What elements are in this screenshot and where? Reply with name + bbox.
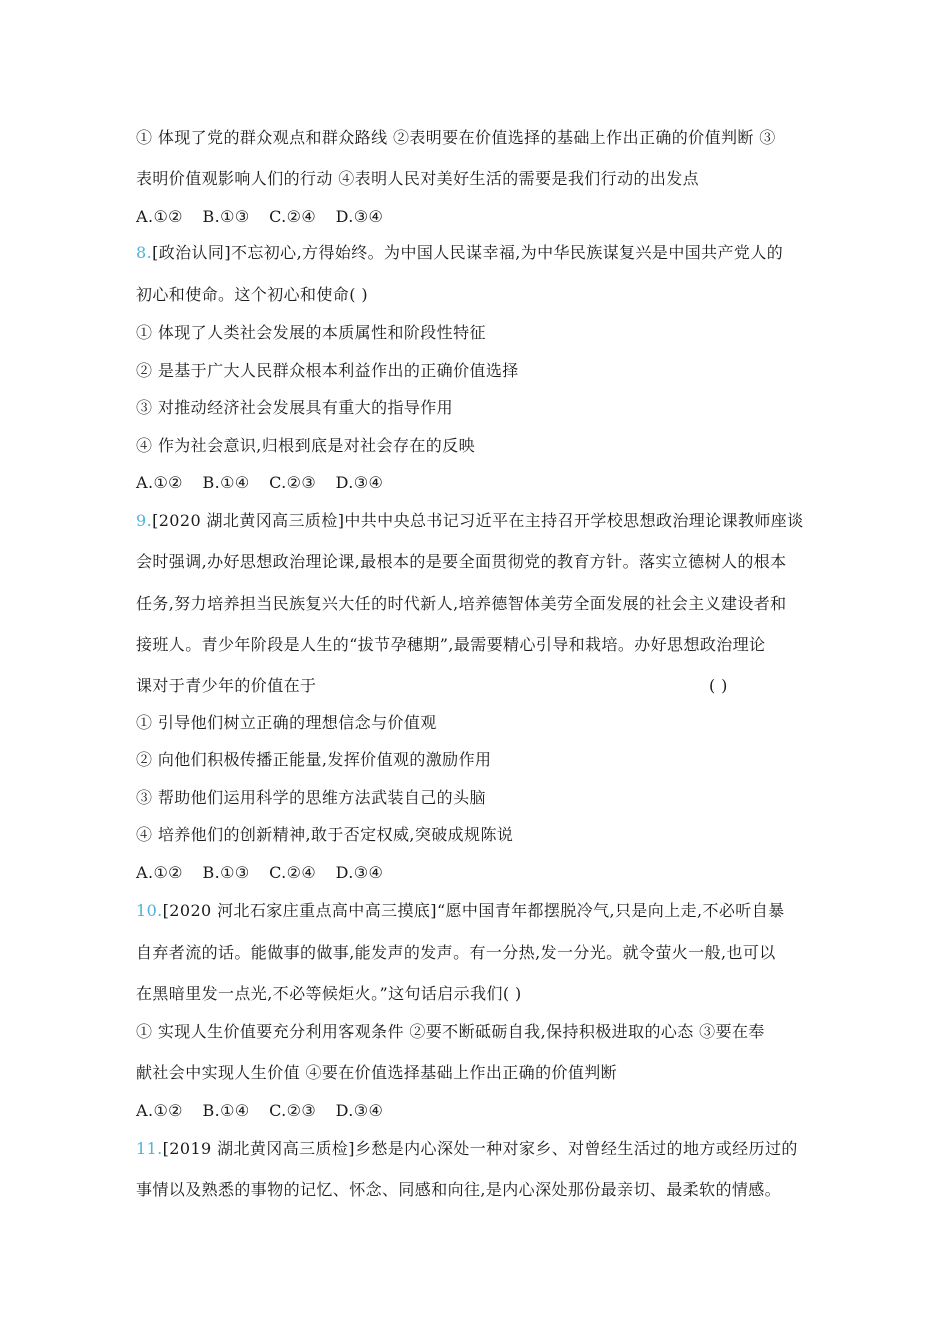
q8-choice-d[interactable]: D.③④ (335, 473, 384, 492)
q7-choice-c[interactable]: C.②④ (269, 207, 317, 226)
q8-option-2: ② 是基于广大人民群众根本利益作出的正确价值选择 (136, 361, 519, 380)
q7-choice-b[interactable]: B.①③ (202, 207, 250, 226)
q8-option-3: ③ 对推动经济社会发展具有重大的指导作用 (136, 398, 454, 417)
q9-choice-b[interactable]: B.①③ (202, 863, 250, 882)
q7-options-line-1: ① 体现了党的群众观点和群众路线 ②表明要在价值选择的基础上作出正确的价值判断 ③ (136, 128, 776, 147)
q10-number: 10. (136, 901, 163, 920)
q9-option-3: ③ 帮助他们运用科学的思维方法武装自己的头脑 (136, 788, 486, 807)
q9-stem-line-5 (136, 675, 816, 697)
q7-answer-choices (136, 206, 397, 228)
q11-stem-line-1 (136, 1138, 798, 1160)
q9-option-4: ④ 培养他们的创新精神,敢于否定权威,突破成规陈说 (136, 825, 514, 844)
q8-answer-choices (136, 472, 397, 494)
q9-answer-choices (136, 862, 397, 884)
q8-option-4: ④ 作为社会意识,归根到底是对社会存在的反映 (136, 436, 475, 455)
q10-choice-a[interactable]: A.①② (136, 1101, 183, 1120)
q8-stem-line-1 (136, 242, 783, 264)
q9-option-2: ② 向他们积极传播正能量,发挥价值观的激励作用 (136, 750, 492, 769)
q7-options-line-2: 表明价值观影响人们的行动 ④表明人民对美好生活的需要是我们行动的出发点 (136, 169, 700, 188)
q9-stem-line-2: 会时强调,办好思想政治理论课,最根本的是要全面贯彻党的教育方针。落实立德树人的根本 (136, 552, 787, 571)
q10-answer-choices (136, 1100, 397, 1122)
q9-answer-paren: ( ) (709, 676, 728, 695)
q8-choice-a[interactable]: A.①② (136, 473, 183, 492)
q9-stem-line-4: 接班人。青少年阶段是人生的“拔节孕穗期”,最需要精心引导和栽培。办好思想政治理论 (136, 635, 766, 654)
q10-stem-line-2: 自弃者流的话。能做事的做事,能发声的发声。有一分热,发一分光。就令萤火一般,也可以 (136, 943, 776, 962)
q9-number: 9. (136, 511, 153, 530)
q10-choice-c[interactable]: C.②③ (269, 1101, 317, 1120)
q9-choice-c[interactable]: C.②④ (269, 863, 317, 882)
q10-stem-line-1 (136, 900, 785, 922)
q9-stem-line-3: 任务,努力培养担当民族复兴大任的时代新人,培养德智体美劳全面发展的社会主义建设者和 (136, 594, 787, 613)
q11-number: 11. (136, 1139, 163, 1158)
q7-choice-a[interactable]: A.①② (136, 207, 183, 226)
q9-stem-text-5: 课对于青少年的价值在于 (136, 676, 317, 695)
q11-stem-text-1: [2019 湖北黄冈高三质检]乡愁是内心深处一种对家乡、对曾经生活过的地方或经历过的 (162, 1139, 798, 1158)
q8-stem-text-1: [政治认同]不忘初心,方得始终。为中国人民谋幸福,为中华民族谋复兴是中国共产党人的 (152, 243, 784, 262)
q9-option-1: ① 引导他们树立正确的理想信念与价值观 (136, 713, 437, 732)
q9-stem-line-1 (136, 510, 804, 532)
q8-choice-c[interactable]: C.②③ (269, 473, 317, 492)
q10-stem-line-3: 在黑暗里发一点光,不必等候炬火。”这句话启示我们( ) (136, 984, 522, 1003)
q10-stem-text-1: [2020 河北石家庄重点高中高三摸底]“愿中国青年都摆脱冷气,只是向上走,不必听自暴 (162, 901, 785, 920)
q10-options-line-1: ① 实现人生价值要充分利用客观条件 ②要不断砥砺自我,保持积极进取的心态 ③要在奉 (136, 1022, 765, 1041)
q8-option-1: ① 体现了人类社会发展的本质属性和阶段性特征 (136, 323, 486, 342)
q9-choice-d[interactable]: D.③④ (335, 863, 384, 882)
q9-stem-text-1: [2020 湖北黄冈高三质检]中共中央总书记习近平在主持召开学校思想政治理论课教师座谈 (152, 511, 804, 530)
q8-number: 8. (136, 243, 153, 262)
q10-options-line-2: 献社会中实现人生价值 ④要在价值选择基础上作出正确的价值判断 (136, 1063, 618, 1082)
q7-choice-d[interactable]: D.③④ (335, 207, 384, 226)
q10-choice-b[interactable]: B.①④ (202, 1101, 250, 1120)
q9-choice-a[interactable]: A.①② (136, 863, 183, 882)
q8-stem-line-2: 初心和使命。这个初心和使命( ) (136, 285, 368, 304)
q11-stem-line-2: 事情以及熟悉的事物的记忆、怀念、同感和向往,是内心深处那份最亲切、最柔软的情感。 (136, 1180, 782, 1199)
q10-choice-d[interactable]: D.③④ (335, 1101, 384, 1120)
q8-choice-b[interactable]: B.①④ (202, 473, 250, 492)
